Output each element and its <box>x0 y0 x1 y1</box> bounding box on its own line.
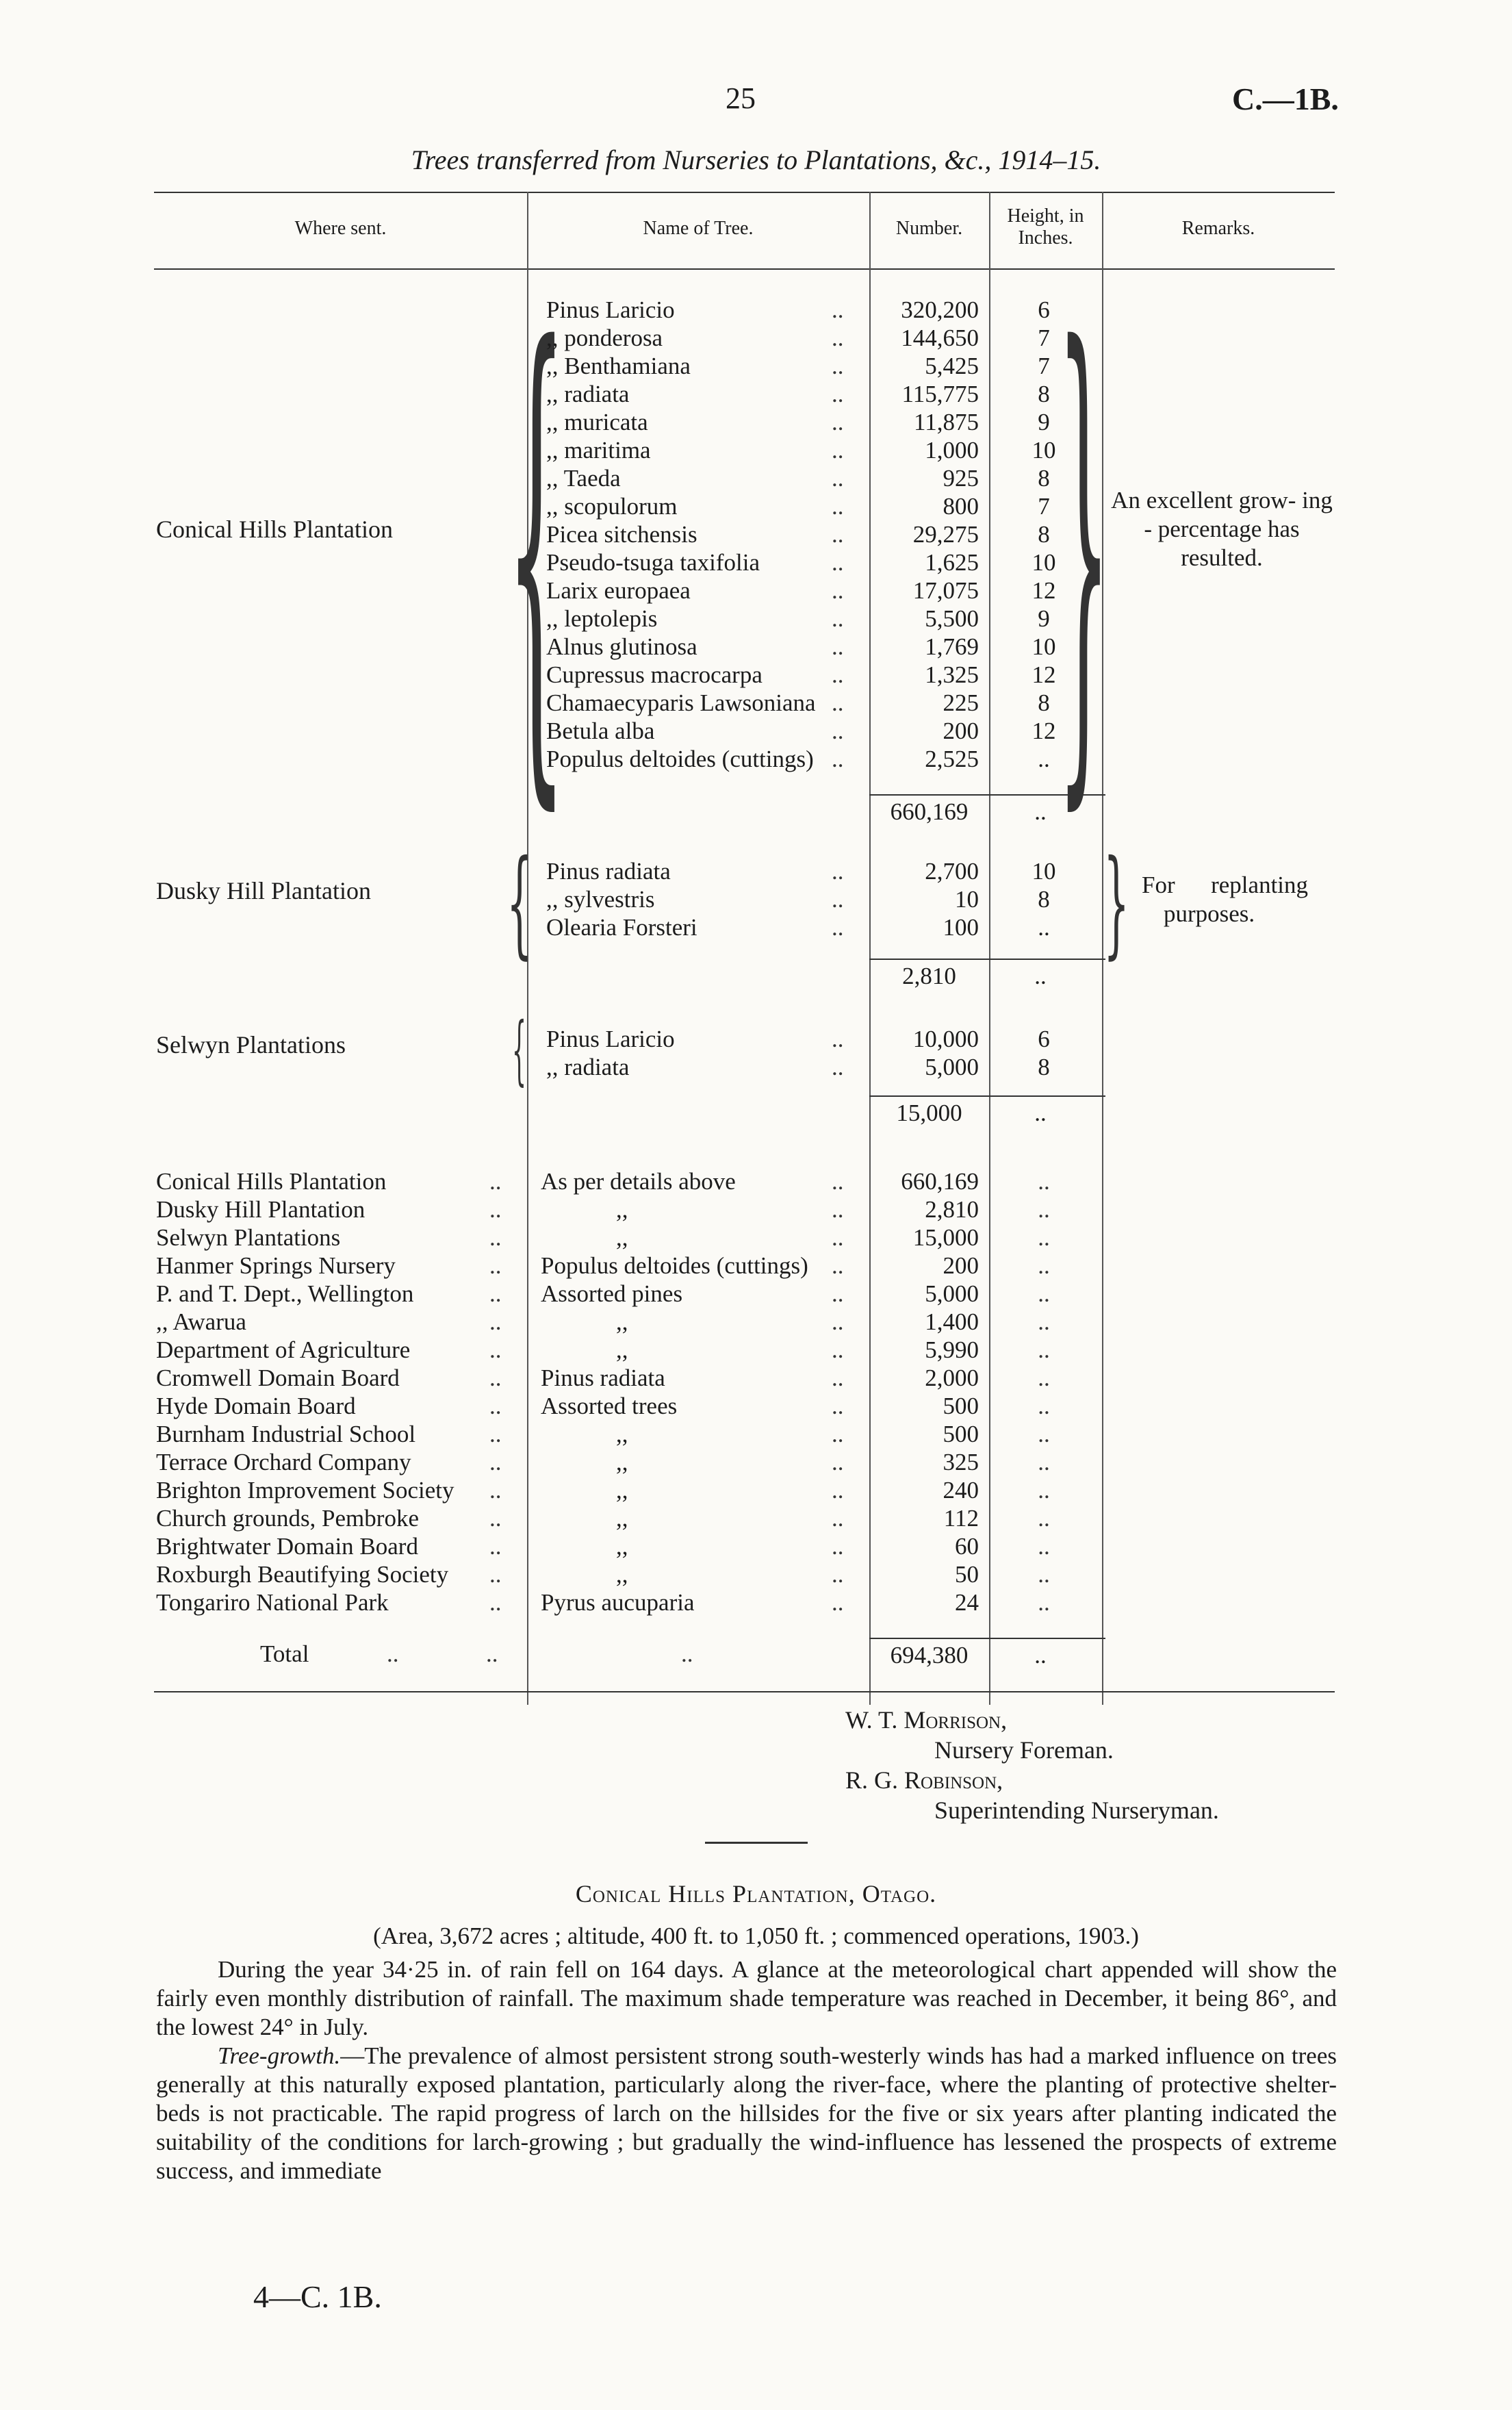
tree-height: .. <box>1038 746 1050 772</box>
tree-name: ,, <box>616 1196 628 1223</box>
leader-dots: .. <box>489 1280 502 1307</box>
subtotal-dusky-hill: 2,810 <box>902 963 956 989</box>
leader-dots: .. <box>489 1168 502 1195</box>
table-row <box>0 1223 1512 1252</box>
leader-dots: .. <box>489 1561 502 1588</box>
column-header-where-sent: Where sent. <box>294 218 387 239</box>
tree-name: ,, <box>616 1224 628 1251</box>
remark-conical-hills: An excellent grow- ing - percentage has resulted. <box>1111 487 1333 571</box>
destination: Conical Hills Plantation <box>156 1168 387 1195</box>
leader-dots: .. <box>832 325 844 351</box>
tree-number: 2,000 <box>925 1365 979 1391</box>
tree-number: 925 <box>943 465 979 492</box>
table-row <box>0 1053 1512 1081</box>
total-dots-2: .. <box>486 1640 498 1667</box>
table-row <box>0 1532 1512 1560</box>
tree-number: 320,200 <box>901 296 979 323</box>
tree-number: 240 <box>943 1477 979 1504</box>
leader-dots: .. <box>832 718 844 744</box>
subtotal-rule-dusky <box>869 959 1105 960</box>
height-dots: .. <box>1038 1505 1050 1532</box>
tree-height: 8 <box>1038 1054 1050 1080</box>
height-dots: .. <box>1038 1589 1050 1616</box>
total-label: Total <box>260 1640 309 1667</box>
tree-height: 12 <box>1032 661 1056 688</box>
destination: Church grounds, Pembroke <box>156 1505 419 1532</box>
leader-dots: .. <box>832 1308 844 1335</box>
leader-dots: .. <box>832 409 844 435</box>
tree-name: ,, ponderosa <box>546 325 663 351</box>
tree-name: ,, leptolepis <box>546 605 658 632</box>
tree-height: 6 <box>1038 296 1050 323</box>
section-divider <box>705 1842 808 1844</box>
tree-name: ,, Taeda <box>546 465 621 492</box>
height-dots: .. <box>1038 1533 1050 1560</box>
tree-name: Pyrus aucuparia <box>541 1589 695 1616</box>
leader-dots: .. <box>832 1421 844 1447</box>
column-header-number: Number. <box>895 218 963 239</box>
leader-dots: .. <box>489 1224 502 1251</box>
table-row <box>0 717 1512 745</box>
subtotal-height-dots: .. <box>1034 1100 1047 1126</box>
leader-dots: .. <box>832 1168 844 1195</box>
tree-growth-lead: Tree-growth. <box>218 2042 341 2069</box>
tree-number: 5,500 <box>925 605 979 632</box>
column-header-height: Height, in Inches. <box>1007 205 1084 249</box>
height-dots: .. <box>1038 1168 1050 1195</box>
tree-name: Pseudo-tsuga taxifolia <box>546 549 760 576</box>
tree-number: 100 <box>943 914 979 941</box>
leader-dots: .. <box>832 886 844 913</box>
document-code: C.—1B. <box>1232 81 1339 116</box>
destination: Cromwell Domain Board <box>156 1365 400 1391</box>
tree-number: 2,700 <box>925 858 979 885</box>
table-row <box>0 352 1512 380</box>
destination: ,, Awarua <box>156 1308 246 1335</box>
signature-name-2: R. G. Robinson, <box>845 1766 1003 1794</box>
total-dots-3: .. <box>681 1640 693 1667</box>
leader-dots: .. <box>832 1561 844 1588</box>
group-label-conical-hills: Conical Hills Plantation <box>156 516 393 543</box>
tree-number: 17,075 <box>912 577 979 604</box>
table-row <box>0 1560 1512 1588</box>
leader-dots: .. <box>489 1365 502 1391</box>
tree-height: 8 <box>1038 381 1050 407</box>
tree-number: 1,000 <box>925 437 979 464</box>
leader-dots: .. <box>832 437 844 464</box>
height-dots: .. <box>1038 1365 1050 1391</box>
total-dots-1: .. <box>387 1640 399 1667</box>
leader-dots: .. <box>489 1533 502 1560</box>
tree-name: As per details above <box>541 1168 736 1195</box>
leader-dots: .. <box>832 1449 844 1475</box>
height-dots: .. <box>1038 1280 1050 1307</box>
leader-dots: .. <box>489 1505 502 1532</box>
tree-number: 5,000 <box>925 1054 979 1080</box>
tree-name: Picea sitchensis <box>546 521 697 548</box>
tree-number: 15,000 <box>912 1224 979 1251</box>
table-row <box>0 436 1512 464</box>
tree-height: 8 <box>1038 465 1050 492</box>
destination: Terrace Orchard Company <box>156 1449 411 1475</box>
right-brace-icon: { <box>1103 835 1129 971</box>
table-row <box>0 1504 1512 1532</box>
tree-number: 11,875 <box>914 409 979 435</box>
leader-dots: .. <box>832 1365 844 1391</box>
leader-dots: .. <box>832 381 844 407</box>
tree-name: ,, <box>616 1449 628 1475</box>
leader-dots: .. <box>832 1054 844 1080</box>
signature-title-1: Nursery Foreman. <box>934 1736 1114 1764</box>
leader-dots: .. <box>489 1252 502 1279</box>
grand-total: 694,380 <box>890 1642 969 1669</box>
table-bottom-rule <box>154 1691 1335 1692</box>
leader-dots: .. <box>832 633 844 660</box>
tree-height: 12 <box>1032 718 1056 744</box>
header-bottom-rule <box>154 268 1335 270</box>
column-header-name-of-tree: Name of Tree. <box>643 218 754 239</box>
tree-name: Pinus Laricio <box>546 1026 675 1052</box>
leader-dots: .. <box>832 605 844 632</box>
tree-name: ,, sylvestris <box>546 886 655 913</box>
leader-dots: .. <box>832 1336 844 1363</box>
tree-name: Populus deltoides (cuttings) <box>541 1252 808 1279</box>
tree-number: 5,425 <box>925 353 979 379</box>
tree-name: ,, radiata <box>546 381 630 407</box>
tree-number: 1,769 <box>925 633 979 660</box>
table-row <box>0 745 1512 773</box>
group-label-dusky-hill: Dusky Hill Plantation <box>156 877 371 904</box>
leader-dots: .. <box>832 914 844 941</box>
tree-number: 112 <box>943 1505 979 1532</box>
leader-dots: .. <box>832 577 844 604</box>
destination: Tongariro National Park <box>156 1589 389 1616</box>
table-row <box>0 1392 1512 1420</box>
leader-dots: .. <box>832 549 844 576</box>
height-dots: .. <box>1038 1561 1050 1588</box>
destination: Roxburgh Beautifying Society <box>156 1561 449 1588</box>
tree-name: Larix europaea <box>546 577 691 604</box>
destination: Dusky Hill Plantation <box>156 1196 366 1223</box>
height-dots: .. <box>1038 1252 1050 1279</box>
leader-dots: .. <box>489 1477 502 1504</box>
remark-dusky-hill-line-1: For replanting <box>1142 872 1309 898</box>
leader-dots: .. <box>832 1505 844 1532</box>
table-row <box>0 605 1512 633</box>
brace-icon: { <box>507 835 533 971</box>
remark-dusky-hill-line-2: purposes. <box>1164 900 1255 927</box>
leader-dots: .. <box>832 521 844 548</box>
table-row <box>0 296 1512 324</box>
signature-title-2: Superintending Nurseryman. <box>934 1797 1219 1824</box>
footer-code: 4—C. 1B. <box>253 2279 382 2314</box>
page-number: 25 <box>726 81 756 115</box>
tree-name: Cupressus macrocarpa <box>546 661 763 688</box>
leader-dots: .. <box>832 1589 844 1616</box>
right-brace-icon: { <box>1057 245 1110 850</box>
tree-number: 225 <box>943 689 979 716</box>
leader-dots: .. <box>832 296 844 323</box>
leader-dots: .. <box>832 1533 844 1560</box>
tree-name: Olearia Forsteri <box>546 914 697 941</box>
table-row <box>0 1420 1512 1448</box>
tree-name: ,, <box>616 1561 628 1588</box>
subtotal-conical-hills: 660,169 <box>890 798 969 825</box>
table-row <box>0 1280 1512 1308</box>
tree-name: ,, <box>616 1533 628 1560</box>
tree-name: Chamaecyparis Lawsoniana <box>546 689 816 716</box>
tree-name: Alnus glutinosa <box>546 633 697 660</box>
tree-name: Pinus radiata <box>546 858 671 885</box>
leader-dots: .. <box>832 1252 844 1279</box>
destination: Hanmer Springs Nursery <box>156 1252 396 1279</box>
table-row <box>0 1025 1512 1053</box>
table-row <box>0 1195 1512 1223</box>
leader-dots: .. <box>489 1589 502 1616</box>
destination: Burnham Industrial School <box>156 1421 416 1447</box>
table-top-rule <box>154 192 1335 193</box>
tree-number: 500 <box>943 1421 979 1447</box>
total-rule <box>869 1638 1105 1639</box>
leader-dots: .. <box>832 746 844 772</box>
height-dots: .. <box>1038 1449 1050 1475</box>
signature-name-1: W. T. Morrison, <box>845 1706 1008 1734</box>
leader-dots: .. <box>832 1280 844 1307</box>
subtotal-height-dots: .. <box>1034 798 1047 825</box>
leader-dots: .. <box>832 1224 844 1251</box>
tree-number: 800 <box>943 493 979 520</box>
leader-dots: .. <box>832 689 844 716</box>
tree-name: Pinus radiata <box>541 1365 665 1391</box>
tree-number: 500 <box>943 1393 979 1419</box>
leader-dots: .. <box>489 1393 502 1419</box>
section-subheading: (Area, 3,672 acres ; altitude, 400 ft. to 1,050 ft. ; commenced operations, 1903.) <box>373 1923 1139 1949</box>
destination: Brighton Improvement Society <box>156 1477 454 1504</box>
tree-height: .. <box>1038 914 1050 941</box>
tree-number: 1,400 <box>925 1308 979 1335</box>
tree-height: 8 <box>1038 521 1050 548</box>
tree-growth-text: —The prevalence of almost persistent strong south-westerly winds has had a marked influence on trees generally at this naturally exposed plantation, particularly along the river-face, where the planting of protective shelter-beds is not practicable. The rapid progress of larch on the hillsides for the five or six years after planting indicated the suitability of the conditions for larch-growing ; but gradually the wind-influence has lessened the prospects of extreme success, and immediate <box>156 2042 1337 2184</box>
tree-number: 10 <box>955 886 979 913</box>
tree-number: 10,000 <box>912 1026 979 1052</box>
height-dots: .. <box>1038 1336 1050 1363</box>
tree-number: 5,000 <box>925 1280 979 1307</box>
paragraph-tree-growth <box>156 2042 1337 2185</box>
tree-name: ,, scopulorum <box>546 493 678 520</box>
tree-number: 660,169 <box>901 1168 979 1195</box>
tree-height: 10 <box>1032 858 1056 885</box>
table-row <box>0 1167 1512 1195</box>
tree-name: ,, maritima <box>546 437 651 464</box>
leader-dots: .. <box>489 1336 502 1363</box>
table-row <box>0 661 1512 689</box>
table-row <box>0 408 1512 436</box>
table-row <box>0 1588 1512 1616</box>
tree-height: 7 <box>1038 493 1050 520</box>
table-row <box>0 633 1512 661</box>
tree-height: 10 <box>1032 549 1056 576</box>
column-header-remarks: Remarks. <box>1181 218 1255 239</box>
leader-dots: .. <box>832 1196 844 1223</box>
height-dots: .. <box>1038 1224 1050 1251</box>
tree-number: 200 <box>943 718 979 744</box>
tree-number: 1,325 <box>925 661 979 688</box>
subtotal-selwyn: 15,000 <box>896 1100 962 1126</box>
leader-dots: .. <box>832 353 844 379</box>
tree-height: 7 <box>1038 353 1050 379</box>
leader-dots: .. <box>832 661 844 688</box>
table-row <box>0 689 1512 717</box>
leader-dots: .. <box>832 465 844 492</box>
subtotal-height-dots: .. <box>1034 963 1047 989</box>
leader-dots: .. <box>832 493 844 520</box>
tree-height: 10 <box>1032 633 1056 660</box>
height-dots: .. <box>1038 1196 1050 1223</box>
tree-name: Populus deltoides (cuttings) <box>546 746 814 772</box>
table-row <box>0 1308 1512 1336</box>
subtotal-rule-selwyn <box>869 1095 1105 1097</box>
brace-icon: { <box>512 1006 526 1093</box>
tree-number: 2,810 <box>925 1196 979 1223</box>
leader-dots: .. <box>832 1393 844 1419</box>
tree-height: 10 <box>1032 437 1056 464</box>
tree-name: Betula alba <box>546 718 655 744</box>
tree-height: 7 <box>1038 325 1050 351</box>
destination: Brightwater Domain Board <box>156 1533 418 1560</box>
tree-number: 325 <box>943 1449 979 1475</box>
tree-height: 9 <box>1038 605 1050 632</box>
leader-dots: .. <box>489 1449 502 1475</box>
table-title: Trees transferred from Nurseries to Plantations, &c., 1914–15. <box>411 144 1101 175</box>
destination: P. and T. Dept., Wellington <box>156 1280 414 1307</box>
table-row <box>0 324 1512 352</box>
tree-name: ,, <box>616 1308 628 1335</box>
leader-dots: .. <box>489 1196 502 1223</box>
brace-icon: { <box>507 245 567 850</box>
table-row <box>0 380 1512 408</box>
table-row <box>0 576 1512 605</box>
group-label-selwyn: Selwyn Plantations <box>156 1031 346 1058</box>
leader-dots: .. <box>832 1026 844 1052</box>
height-dots: .. <box>1038 1421 1050 1447</box>
table-row <box>0 1364 1512 1392</box>
tree-height: 12 <box>1032 577 1056 604</box>
tree-name: Assorted pines <box>541 1280 683 1307</box>
leader-dots: .. <box>489 1421 502 1447</box>
table-row <box>0 1336 1512 1364</box>
tree-number: 60 <box>955 1533 979 1560</box>
table-row <box>0 1448 1512 1476</box>
tree-name: Pinus Laricio <box>546 296 675 323</box>
tree-name: ,, <box>616 1477 628 1504</box>
tree-name: ,, <box>616 1336 628 1363</box>
leader-dots: .. <box>832 858 844 885</box>
leader-dots: .. <box>489 1308 502 1335</box>
tree-number: 1,625 <box>925 549 979 576</box>
tree-height: 8 <box>1038 689 1050 716</box>
tree-name: ,, radiata <box>546 1054 630 1080</box>
destination: Selwyn Plantations <box>156 1224 341 1251</box>
height-dots: .. <box>1038 1308 1050 1335</box>
tree-name: ,, muricata <box>546 409 648 435</box>
table-row <box>0 1252 1512 1280</box>
tree-number: 50 <box>955 1561 979 1588</box>
tree-number: 2,525 <box>925 746 979 772</box>
paragraph-rainfall: During the year 34·25 in. of rain fell on 164 days. A glance at the meteorological chart appended will show the fairly even monthly distribution of rainfall. The maximum shade temperature was reached in December, it being 86°, and the lowest 24° in July. <box>156 1956 1337 2040</box>
leader-dots: .. <box>832 1477 844 1504</box>
tree-number: 29,275 <box>912 521 979 548</box>
tree-number: 5,990 <box>925 1336 979 1363</box>
tree-name: ,, <box>616 1505 628 1532</box>
tree-height: 9 <box>1038 409 1050 435</box>
section-title: Conical Hills Plantation, Otago. <box>575 1880 937 1907</box>
height-dots: .. <box>1038 1393 1050 1419</box>
table-row <box>0 1476 1512 1504</box>
table-row <box>0 913 1512 941</box>
tree-name: ,, Benthamiana <box>546 353 691 379</box>
tree-number: 24 <box>955 1589 979 1616</box>
height-dots: .. <box>1038 1477 1050 1504</box>
tree-name: Assorted trees <box>541 1393 678 1419</box>
tree-height: 8 <box>1038 886 1050 913</box>
tree-number: 200 <box>943 1252 979 1279</box>
tree-number: 115,775 <box>901 381 979 407</box>
grand-total-height-dots: .. <box>1034 1642 1047 1669</box>
tree-height: 6 <box>1038 1026 1050 1052</box>
destination: Hyde Domain Board <box>156 1393 356 1419</box>
tree-number: 144,650 <box>901 325 979 351</box>
destination: Department of Agriculture <box>156 1336 411 1363</box>
tree-name: ,, <box>616 1421 628 1447</box>
